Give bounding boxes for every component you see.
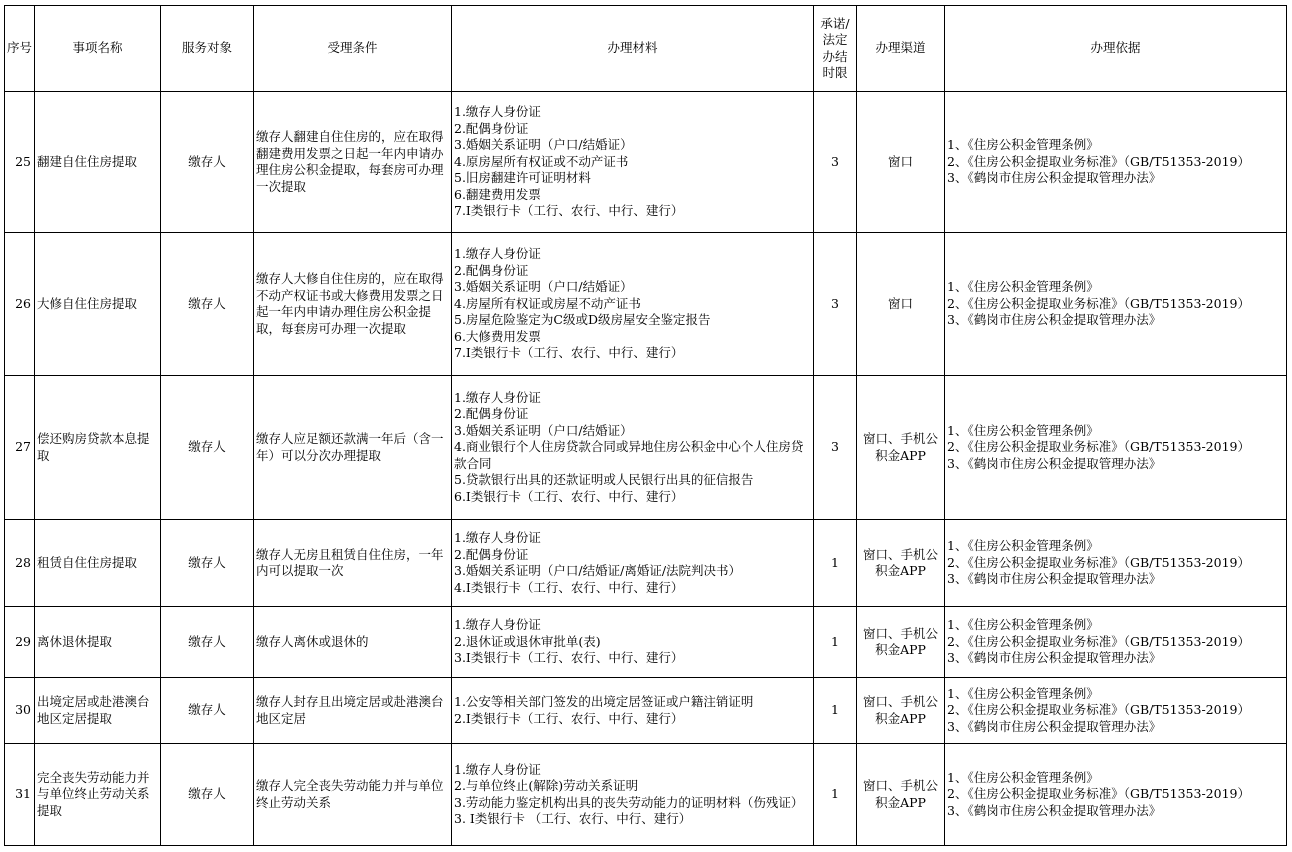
row-name: 翻建自住住房提取: [35, 92, 161, 233]
material-item: 7.I类银行卡（工行、农行、中行、建行）: [454, 345, 684, 361]
row-seq: 25: [5, 92, 35, 233]
header-timelimit-line: 时限: [822, 65, 848, 80]
basis-item: 1、《住房公积金管理条例》: [947, 617, 1099, 633]
row-channel: 窗口、手机公积金APP: [857, 607, 945, 678]
row-basis: [945, 233, 1287, 376]
row-materials: [452, 92, 814, 233]
table-body: [5, 92, 1287, 846]
table-row: [5, 744, 1287, 846]
row-materials: [452, 233, 814, 376]
row-conditions: 缴存人大修自住住房的，应在取得不动产权证书或大修费用发票之日起一年内申请办理住房公积金提取，每套房可办理一次提取: [254, 233, 452, 376]
material-item: 2.配偶身份证: [454, 406, 529, 422]
basis-item: 3、《鹤岗市住房公积金提取管理办法》: [947, 170, 1162, 186]
row-basis: [945, 376, 1287, 520]
basis-item: 2、《住房公积金提取业务标准》（GB/T51353-2019）: [947, 554, 1250, 570]
material-item: 2.配偶身份证: [454, 120, 529, 136]
row-limit: 3: [814, 92, 857, 233]
material-item: 5.旧房翻建许可证明材料: [454, 170, 591, 186]
table-row: [5, 376, 1287, 520]
basis-item: 3、《鹤岗市住房公积金提取管理办法》: [947, 455, 1162, 471]
material-item: 6.翻建费用发票: [454, 186, 541, 202]
row-channel: 窗口: [857, 233, 945, 376]
material-item: 5.房屋危险鉴定为C级或D级房屋安全鉴定报告: [454, 312, 711, 328]
row-basis: [945, 92, 1287, 233]
row-materials: [452, 678, 814, 744]
header-timelimit-line: 承诺/: [820, 15, 850, 31]
basis-item: 1、《住房公积金管理条例》: [947, 685, 1099, 701]
row-channel: 窗口、手机公积金APP: [857, 520, 945, 607]
header-target: 服务对象: [161, 6, 254, 92]
header-name: 事项名称: [35, 6, 161, 92]
row-name: 完全丧失劳动能力并与单位终止劳动关系提取: [35, 744, 161, 846]
material-item: 2.配偶身份证: [454, 546, 529, 562]
row-limit: 1: [814, 678, 857, 744]
row-materials: [452, 607, 814, 678]
row-limit: 1: [814, 744, 857, 846]
row-target: 缴存人: [161, 233, 254, 376]
row-target: 缴存人: [161, 376, 254, 520]
row-seq: 31: [5, 744, 35, 846]
material-item: 3.婚姻关系证明（户口/结婚证/离婚证/法院判决书）: [454, 563, 742, 578]
row-target: 缴存人: [161, 520, 254, 607]
material-item: 3. I类银行卡 （工行、农行、中行、建行）: [454, 811, 692, 826]
row-channel: 窗口: [857, 92, 945, 233]
row-name: 出境定居或赴港澳台地区定居提取: [35, 678, 161, 744]
row-name: 离休退休提取: [35, 607, 161, 678]
material-item: 1.公安等相关部门签发的出境定居签证或户籍注销证明: [454, 694, 754, 709]
row-seq: 29: [5, 607, 35, 678]
row-limit: 1: [814, 607, 857, 678]
material-item: 4.商业银行个人住房贷款合同或异地住房公积金中心个人住房贷款合同: [454, 439, 804, 471]
row-name: 租赁自住住房提取: [35, 520, 161, 607]
header-conditions: 受理条件: [254, 6, 452, 92]
row-basis: [945, 744, 1287, 846]
material-item: 3.婚姻关系证明（户口/结婚证）: [454, 137, 633, 153]
row-limit: 3: [814, 376, 857, 520]
row-conditions: 缴存人封存且出境定居或赴港澳台地区定居: [254, 678, 452, 744]
header-basis: 办理依据: [945, 6, 1287, 92]
row-target: 缴存人: [161, 678, 254, 744]
basis-item: 3、《鹤岗市住房公积金提取管理办法》: [947, 802, 1162, 818]
header-materials: 办理材料: [452, 6, 814, 92]
basis-item: 3、《鹤岗市住房公积金提取管理办法》: [947, 718, 1162, 734]
header-timelimit: [814, 6, 857, 92]
material-item: 2.退休证或退休审批单(表): [454, 633, 601, 649]
material-item: 1.缴存人身份证: [454, 104, 541, 120]
row-name: 偿还购房贷款本息提取: [35, 376, 161, 520]
row-conditions: 缴存人完全丧失劳动能力并与单位终止劳动关系: [254, 744, 452, 846]
row-basis: [945, 520, 1287, 607]
material-item: 2.与单位终止(解除)劳动关系证明: [454, 778, 639, 793]
row-basis: [945, 607, 1287, 678]
row-seq: 27: [5, 376, 35, 520]
basis-item: 2、《住房公积金提取业务标准》（GB/T51353-2019）: [947, 295, 1250, 311]
header-seq: 序号: [5, 6, 35, 92]
material-item: 1.缴存人身份证: [454, 389, 541, 405]
material-item: 3.婚姻关系证明（户口/结婚证）: [454, 279, 633, 295]
material-item: 4.I类银行卡（工行、农行、中行、建行）: [454, 579, 684, 595]
material-item: 1.缴存人身份证: [454, 761, 541, 777]
basis-item: 3、《鹤岗市住房公积金提取管理办法》: [947, 312, 1162, 328]
header-timelimit-line: 办结: [822, 48, 848, 64]
row-limit: 1: [814, 520, 857, 607]
row-target: 缴存人: [161, 92, 254, 233]
material-item: 4.房屋所有权证或房屋不动产证书: [454, 295, 641, 311]
row-target: 缴存人: [161, 744, 254, 846]
row-conditions: 缴存人应足额还款满一年后（含一年）可以分次办理提取: [254, 376, 452, 520]
material-item: 3.劳动能力鉴定机构出具的丧失劳动能力的证明材料（伤残证）: [454, 794, 804, 810]
row-conditions: 缴存人离休或退休的: [254, 607, 452, 678]
basis-item: 2、《住房公积金提取业务标准》（GB/T51353-2019）: [947, 633, 1250, 649]
basis-item: 1、《住房公积金管理条例》: [947, 769, 1099, 785]
material-item: 3.I类银行卡（工行、农行、中行、建行）: [454, 650, 684, 666]
row-materials: [452, 520, 814, 607]
row-channel: 窗口、手机公积金APP: [857, 744, 945, 846]
basis-item: 2、《住房公积金提取业务标准》（GB/T51353-2019）: [947, 439, 1250, 455]
row-seq: 28: [5, 520, 35, 607]
table-row: [5, 92, 1287, 233]
material-item: 2.配偶身份证: [454, 262, 529, 278]
material-item: 2.I类银行卡（工行、农行、中行、建行）: [454, 710, 684, 726]
row-target: 缴存人: [161, 607, 254, 678]
table-row: [5, 607, 1287, 678]
basis-item: 1、《住房公积金管理条例》: [947, 279, 1099, 295]
table-row: [5, 678, 1287, 744]
material-item: 1.缴存人身份证: [454, 246, 541, 262]
row-basis: [945, 678, 1287, 744]
basis-item: 2、《住房公积金提取业务标准》（GB/T51353-2019）: [947, 786, 1250, 802]
row-materials: [452, 376, 814, 520]
basis-item: 1、《住房公积金管理条例》: [947, 137, 1099, 153]
material-item: 5.贷款银行出具的还款证明或人民银行出具的征信报告: [454, 472, 754, 488]
table-row: [5, 520, 1287, 607]
material-item: 1.缴存人身份证: [454, 617, 541, 633]
material-item: 6.I类银行卡（工行、农行、中行、建行）: [454, 488, 684, 504]
basis-item: 1、《住房公积金管理条例》: [947, 538, 1099, 554]
basis-item: 2、《住房公积金提取业务标准》（GB/T51353-2019）: [947, 153, 1250, 169]
basis-item: 2、《住房公积金提取业务标准》（GB/T51353-2019）: [947, 702, 1250, 718]
basis-item: 3、《鹤岗市住房公积金提取管理办法》: [947, 571, 1162, 587]
row-seq: 30: [5, 678, 35, 744]
row-channel: 窗口、手机公积金APP: [857, 678, 945, 744]
header-channel: 办理渠道: [857, 6, 945, 92]
table-row: [5, 233, 1287, 376]
header-timelimit-line: 法定: [822, 32, 848, 47]
row-name: 大修自住住房提取: [35, 233, 161, 376]
row-limit: 3: [814, 233, 857, 376]
material-item: 4.原房屋所有权证或不动产证书: [454, 153, 629, 169]
material-item: 7.I类银行卡（工行、农行、中行、建行）: [454, 203, 684, 219]
row-channel: 窗口、手机公积金APP: [857, 376, 945, 520]
row-conditions: 缴存人翻建自住住房的，应在取得翻建费用发票之日起一年内申请办理住房公积金提取，每套房可办理一次提取: [254, 92, 452, 233]
basis-item: 1、《住房公积金管理条例》: [947, 422, 1099, 438]
basis-item: 3、《鹤岗市住房公积金提取管理办法》: [947, 650, 1162, 666]
policy-table: [4, 5, 1287, 846]
header-row: [5, 6, 1287, 92]
row-seq: 26: [5, 233, 35, 376]
material-item: 3.婚姻关系证明（户口/结婚证）: [454, 422, 633, 438]
material-item: 1.缴存人身份证: [454, 530, 541, 545]
material-item: 6.大修费用发票: [454, 328, 541, 344]
row-conditions: 缴存人无房且租赁自住住房，一年内可以提取一次: [254, 520, 452, 607]
row-materials: [452, 744, 814, 846]
